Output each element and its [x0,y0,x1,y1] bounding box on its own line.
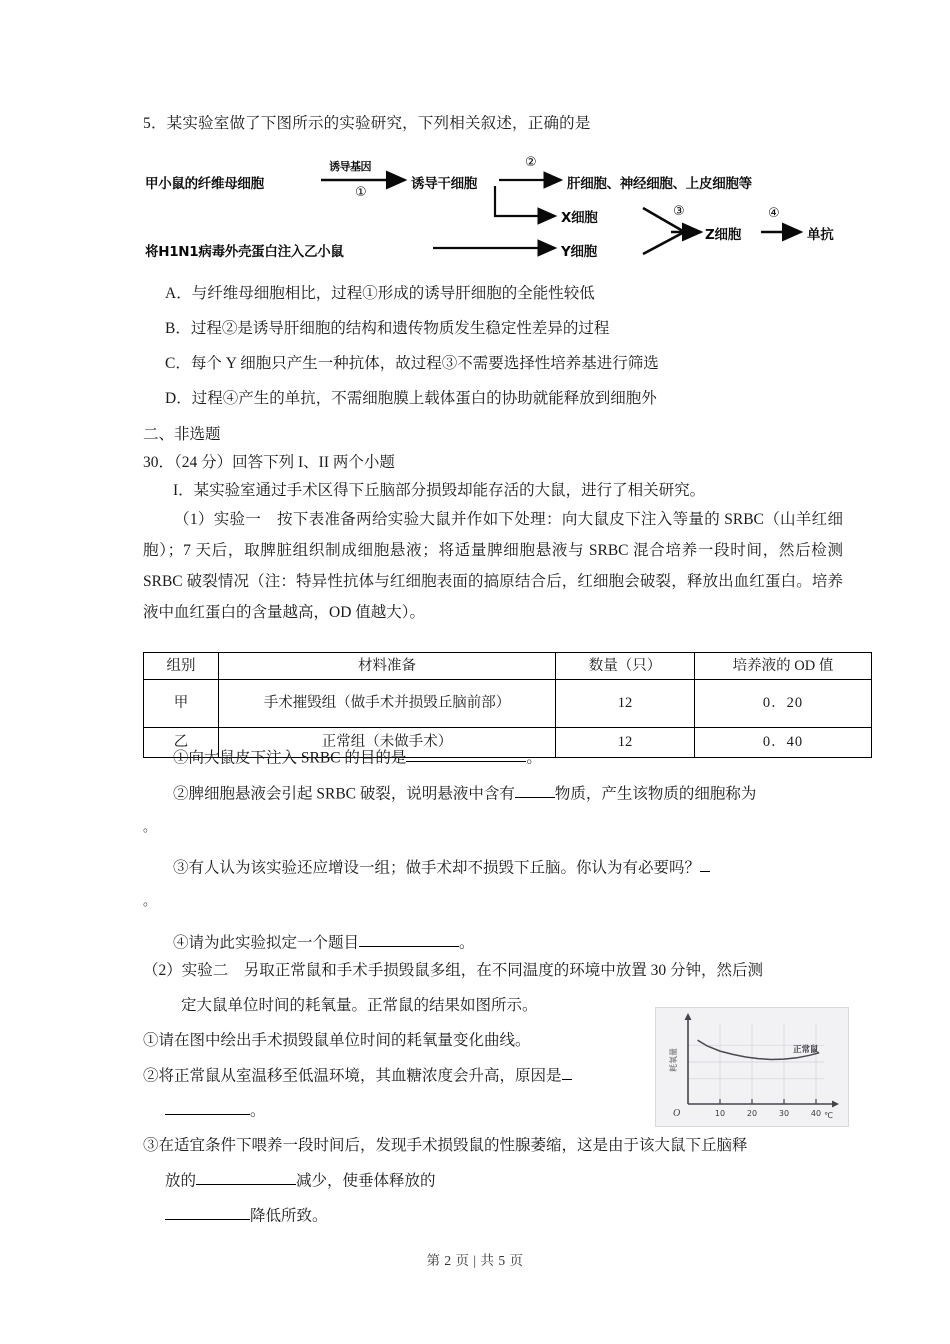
svg-text:耗氧量: 耗氧量 [669,1048,678,1072]
cell-group: 乙 [144,728,219,758]
cell-count: 12 [556,728,695,758]
sub-question-2-text-2: 物质，产生该物质的细胞称为 [554,785,757,803]
question-30-title: 30．（24 分）回答下列 I、II 两个小题 [143,454,395,471]
experiment-1-sub-question-3-period: 。 [143,893,157,908]
answer-blank[interactable] [562,1063,572,1080]
diagram-node-fibroblast: 甲小鼠的纤维母细胞 [145,176,264,192]
cell-material: 手术摧毁组（做手术并损毁丘脑前部） [219,680,556,728]
diagram-step-4: ④ [768,206,780,221]
diagram-label-induce-gene: 诱导基因 [329,160,371,173]
sub-question-3-text: ③有人认为该实验还应增设一组；做手术却不损毁下丘脑。你认为有必要吗？ [173,859,701,877]
question-30-part-1-intro: I．某实验室通过手术区得下丘脑部分损毁却能存活的大鼠，进行了相关研究。 [173,482,706,499]
experiment-2-line-a: （2）实验二 另取正常鼠和手术手损毁鼠多组，在不同温度的环境中放置 30 分钟，然后测 [143,962,764,979]
experiment-2-sub-2-text: ②将正常鼠从室温移至低温环境，其血糖浓度会升高，原因是 [143,1067,562,1085]
sub-question-1-text: ①向大鼠皮下注入 SRBC 的目的是 [173,749,407,767]
diagram-node-x-cell: X细胞 [561,210,598,226]
experiment-2-sub-question-3-cont-2 [165,1203,328,1225]
question-5-stem: 5．某实验室做了下图所示的实验研究，下列相关叙述，正确的是 [143,115,591,132]
answer-blank[interactable] [165,1203,250,1220]
experiment-2-sub-question-2 [143,1063,572,1085]
table-row [144,680,872,728]
experiment-2-sub-question-2-cont [165,1098,266,1120]
experiment-1-sub-question-3 [173,855,710,877]
section-2-title: 二、非选题 [143,426,221,443]
cell-group: 甲 [144,680,219,728]
experiment-2-sub-question-3-cont [165,1168,436,1190]
question-5-option-c: C．每个 Y 细胞只产生一种抗体，故过程③不需要选择性培养基进行筛选 [165,355,659,372]
diagram-node-ips-cell: 诱导干细胞 [411,176,477,192]
diagram-node-h1n1-injection: 将H1N1病毒外壳蛋白注入乙小鼠 [145,244,344,260]
experiment-2-sub-3-text-2: 减少，使垂体释放的 [296,1172,436,1190]
svg-text:10: 10 [714,1109,726,1118]
diagram-node-y-cell: Y细胞 [561,244,597,260]
svg-text:20: 20 [746,1109,758,1118]
page-footer: 第 2 页 | 共 5 页 [426,1253,524,1268]
experiment-1-sub-question-4 [173,930,475,952]
question-5-option-d: D．过程④产生的单抗，不需细胞膜上载体蛋白的协助就能释放到细胞外 [165,390,657,407]
svg-text:30: 30 [778,1109,790,1118]
cell-count: 12 [556,680,695,728]
answer-blank[interactable] [515,781,555,798]
svg-text:℃: ℃ [824,1111,833,1120]
experiment-1-sub-question-2 [173,781,756,803]
experiment-2-sub-2-period: 。 [250,1102,266,1120]
experiment-2-sub-question-3: ③在适宜条件下喂养一段时间后，发现手术损毁鼠的性腺萎缩，这是由于该大鼠下丘脑释 [143,1137,748,1154]
sub-question-2-text: ②脾细胞悬液会引起 SRBC 破裂，说明悬液中含有 [173,785,515,803]
column-header-count: 数量（只） [556,653,695,680]
diagram-step-2: ② [525,155,537,170]
cell-od: 0．20 [695,680,872,728]
answer-blank[interactable] [700,855,710,872]
diagram-step-1: ① [355,185,367,200]
column-header-group: 组别 [144,653,219,680]
svg-text:正常鼠: 正常鼠 [793,1045,819,1055]
diagram-node-z-cell: Z细胞 [705,227,741,243]
sub-question-4-text: ④请为此实验拟定一个题目 [173,934,360,952]
svg-text:40: 40 [810,1109,822,1118]
question-5-option-b: B．过程②是诱导肝细胞的结构和遗传物质发生稳定性差异的过程 [165,320,610,337]
experiment-1-description: （1）实验一 按下表准备两给实验大鼠并作如下处理：向大鼠皮下注入等量的 SRBC（山羊红细胞）；7 天后，取脾脏组织制成细胞悬液；将适量脾细胞悬液与 SRBC 混合培养一段时间，然后检测 SRBC 破裂情况（注：特异性抗体与红细胞表面的搞原结合后，红细胞会破裂，释放出血红蛋白。培养液中血红蛋白的含量越高，OD 值越大）。 [143,511,843,621]
answer-blank[interactable] [406,745,526,762]
answer-blank[interactable] [196,1168,296,1185]
diagram-node-differentiated-cells: 肝细胞、神经细胞、上皮细胞等 [567,176,752,192]
table-header-row [144,653,872,680]
column-header-material: 材料准备 [219,653,556,680]
answer-blank[interactable] [359,930,459,947]
experiment-2-sub-question-1: ①请在图中绘出手术损毁鼠单位时间的耗氧量变化曲线。 [143,1032,531,1049]
sub-question-4-period: 。 [459,934,475,952]
oxygen-consumption-chart [655,1007,849,1127]
experiment-1-data-table [143,652,872,758]
answer-blank[interactable] [165,1098,250,1115]
experiment-2-sub-3-text: 放的 [165,1172,197,1190]
ips-cell-flow-diagram [143,155,843,268]
sub-question-1-period: 。 [526,749,542,767]
svg-text:O: O [673,1108,681,1119]
diagram-node-monoclonal-antibody: 单抗 [807,227,834,243]
column-header-od: 培养液的 OD 值 [695,653,872,680]
experiment-1-sub-question-2-period: 。 [143,819,157,834]
cell-material: 正常组（未做手术） [219,728,556,758]
cell-od: 0．40 [695,728,872,758]
diagram-step-3: ③ [673,204,685,219]
experiment-1-sub-question-1 [173,745,542,767]
experiment-2-line-b: 定大鼠单位时间的耗氧量。正常鼠的结果如图所示。 [181,997,538,1014]
question-5-option-a: A．与纤维母细胞相比，过程①形成的诱导肝细胞的全能性较低 [165,285,595,302]
experiment-2-sub-3-text-3: 降低所致。 [250,1207,328,1225]
